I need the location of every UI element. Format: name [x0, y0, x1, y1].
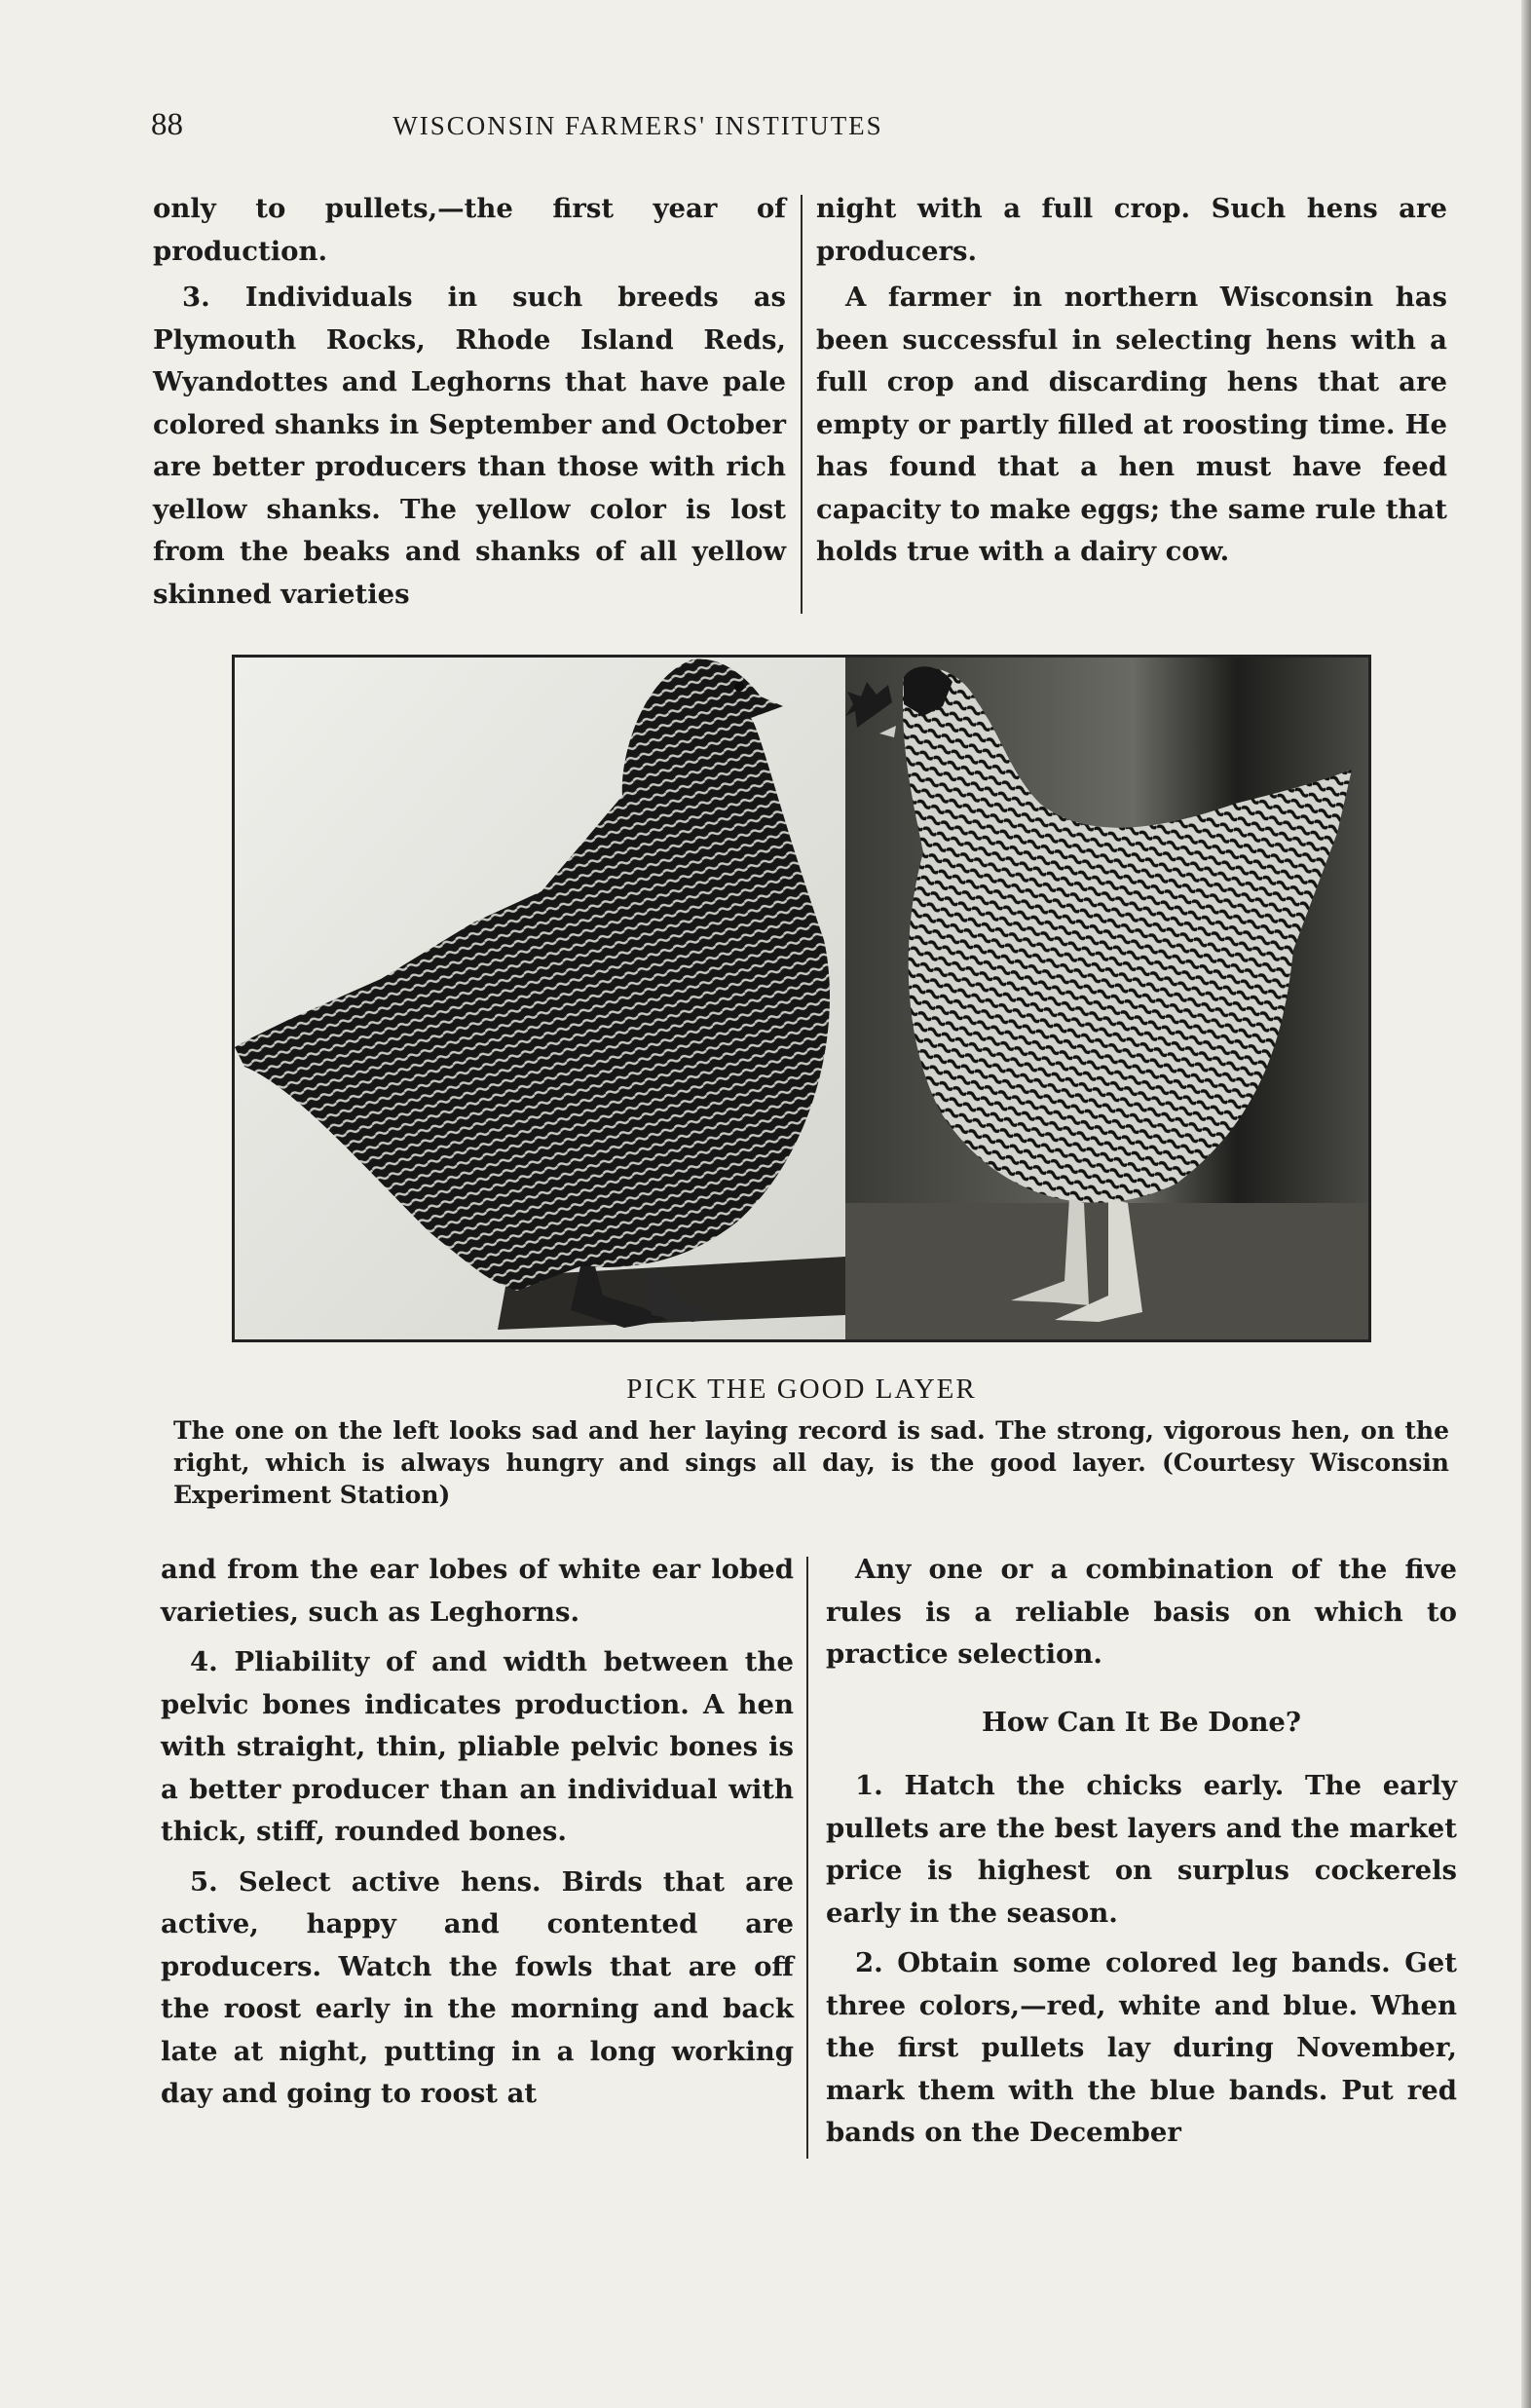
paragraph: Any one or a combination of the five rules is a reliable basis on which to practice selection. — [826, 1554, 1457, 1670]
right-hen-image — [845, 658, 1368, 1339]
running-head: WISCONSIN FARMERS' INSTITUTES — [392, 111, 883, 140]
right-hen-photo — [845, 658, 1368, 1339]
bottom-left-column — [161, 1549, 794, 2116]
paragraph: 4. Pliability of and width between the pelvic bones indicates production. A hen with straight, thin, pliable pelvic bones is a better producer than an individual with thick, stiff, rounded bones. — [161, 1646, 794, 1847]
page-edge — [1521, 0, 1531, 2408]
paragraph: 3. Individuals in such breeds as Plymouth Rocks, Rhode Island Reds, Wyandottes and Leghorns that have pale colored shanks in September and October are better producers than those with rich yellow shanks. The yellow color is lost from the beaks and shanks of all yellow skinned varieties — [153, 282, 786, 610]
column-rule — [806, 1557, 808, 2159]
left-hen-image — [235, 658, 845, 1339]
page-number: 88 — [151, 107, 183, 142]
column-rule — [801, 195, 803, 614]
paragraph: A farmer in northern Wisconsin has been successful in selecting hens with a full crop and discarding hens that are empty or partly filled at roosting time. He has found that a hen must have feed capacity to make eggs; the same rule that holds true with a dairy cow. — [816, 282, 1447, 567]
paragraph: 1. Hatch the chicks early. The early pullets are the best layers and the market price is highest on surplus cockerels early in the season. — [826, 1770, 1457, 1929]
figure-caption-text: The one on the left looks sad and her laying record is sad. The strong, vigorous hen, on the right, which is always hungry and sings all day, is the good layer. (Courtesy Wisconsin Experiment Station) — [173, 1416, 1449, 1509]
top-left-column — [153, 188, 786, 616]
paragraph: 5. Select active hens. Birds that are active, happy and contented are producers. Watch the fowls that are off the roost early in the morning and back late at night, putting in a long working day and going to roost at — [161, 1865, 794, 2109]
paragraph: and from the ear lobes of white ear lobed varieties, such as Leghorns. — [161, 1554, 794, 1628]
paragraph: night with a full crop. Such hens are producers. — [816, 193, 1447, 267]
bottom-right-column — [826, 1549, 1457, 2155]
paragraph: 2. Obtain some colored leg bands. Get three colors,—red, white and blue. When the first pullets lay during November, mark them with the blue bands. Put red bands on the December — [826, 1947, 1457, 2148]
section-heading: How Can It Be Done? — [981, 1706, 1302, 1738]
page-header — [151, 107, 1125, 148]
left-hen-photo — [235, 658, 845, 1339]
top-right-column — [816, 188, 1447, 574]
figure-caption-title: PICK THE GOOD LAYER — [626, 1373, 977, 1405]
paragraph: only to pullets,—the first year of production. — [153, 193, 786, 267]
hens-photograph — [232, 655, 1371, 1342]
